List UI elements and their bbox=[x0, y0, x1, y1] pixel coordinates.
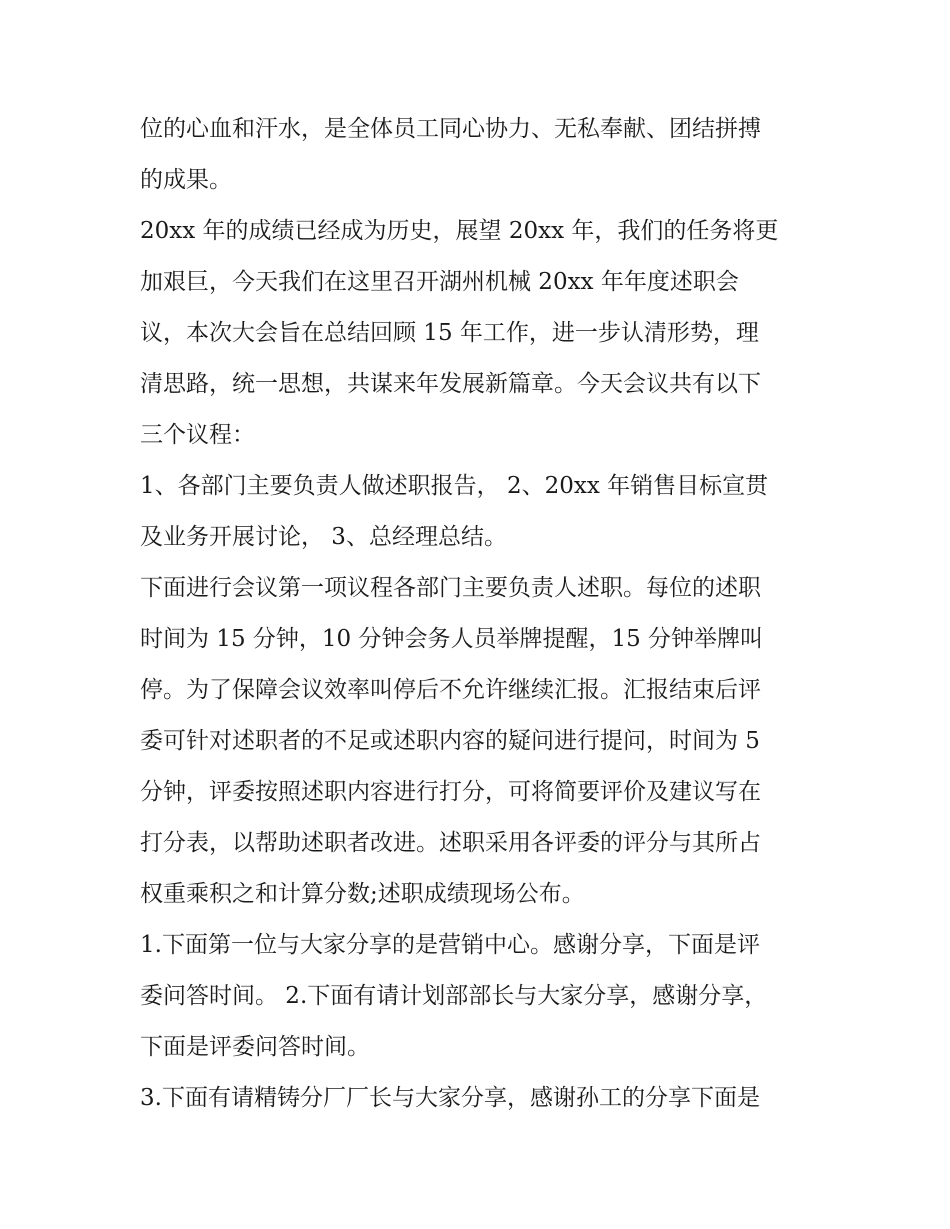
text-line: 清思路，统一思想，共谋来年发展新篇章。今天会议共有以下 bbox=[140, 371, 761, 397]
text-line: 下面是评委问答时间。 bbox=[140, 1034, 370, 1060]
text-line: 三个议程： bbox=[140, 422, 255, 448]
text-line: 1.下面第一位与大家分享的是营销中心。感谢分享，下面是评 bbox=[140, 932, 760, 958]
text-line: 委问答时间。 2.下面有请计划部部长与大家分享，感谢分享， bbox=[140, 983, 768, 1009]
text-line: 下面进行会议第一项议程各部门主要负责人述职。每位的述职 bbox=[140, 575, 761, 601]
text-line: 时间为 15 分钟，10 分钟会务人员举牌提醒，15 分钟举牌叫 bbox=[140, 626, 764, 652]
text-line: 位的心血和汗水，是全体员工同心协力、无私奉献、团结拼搏 bbox=[140, 116, 761, 142]
text-line: 议，本次大会旨在总结回顾 15 年工作，进一步认清形势，理 bbox=[140, 320, 759, 346]
text-line: 加艰巨，今天我们在这里召开湖州机械 20xx 年年度述职会 bbox=[140, 269, 739, 295]
text-line: 委可针对述职者的不足或述职内容的疑问进行提问，时间为 5 bbox=[140, 728, 760, 754]
text-line: 停。为了保障会议效率叫停后不允许继续汇报。汇报结束后评 bbox=[140, 677, 761, 703]
text-line: 打分表，以帮助述职者改进。述职采用各评委的评分与其所占 bbox=[140, 830, 761, 856]
text-line: 权重乘积之和计算分数;述职成绩现场公布。 bbox=[140, 881, 585, 907]
text-line: 20xx 年的成绩已经成为历史，展望 20xx 年，我们的任务将更 bbox=[140, 218, 779, 244]
text-line: 及业务开展讨论， 3、总经理总结。 bbox=[140, 524, 507, 550]
text-line: 1、各部门主要负责人做述职报告， 2、20xx 年销售目标宣贯 bbox=[140, 473, 769, 499]
document-text-body bbox=[140, 104, 820, 1124]
text-line: 3.下面有请精铸分厂厂长与大家分享，感谢孙工的分享下面是 bbox=[140, 1085, 760, 1111]
text-line: 的成果。 bbox=[140, 167, 232, 193]
text-line: 分钟，评委按照述职内容进行打分，可将简要评价及建议写在 bbox=[140, 779, 761, 805]
